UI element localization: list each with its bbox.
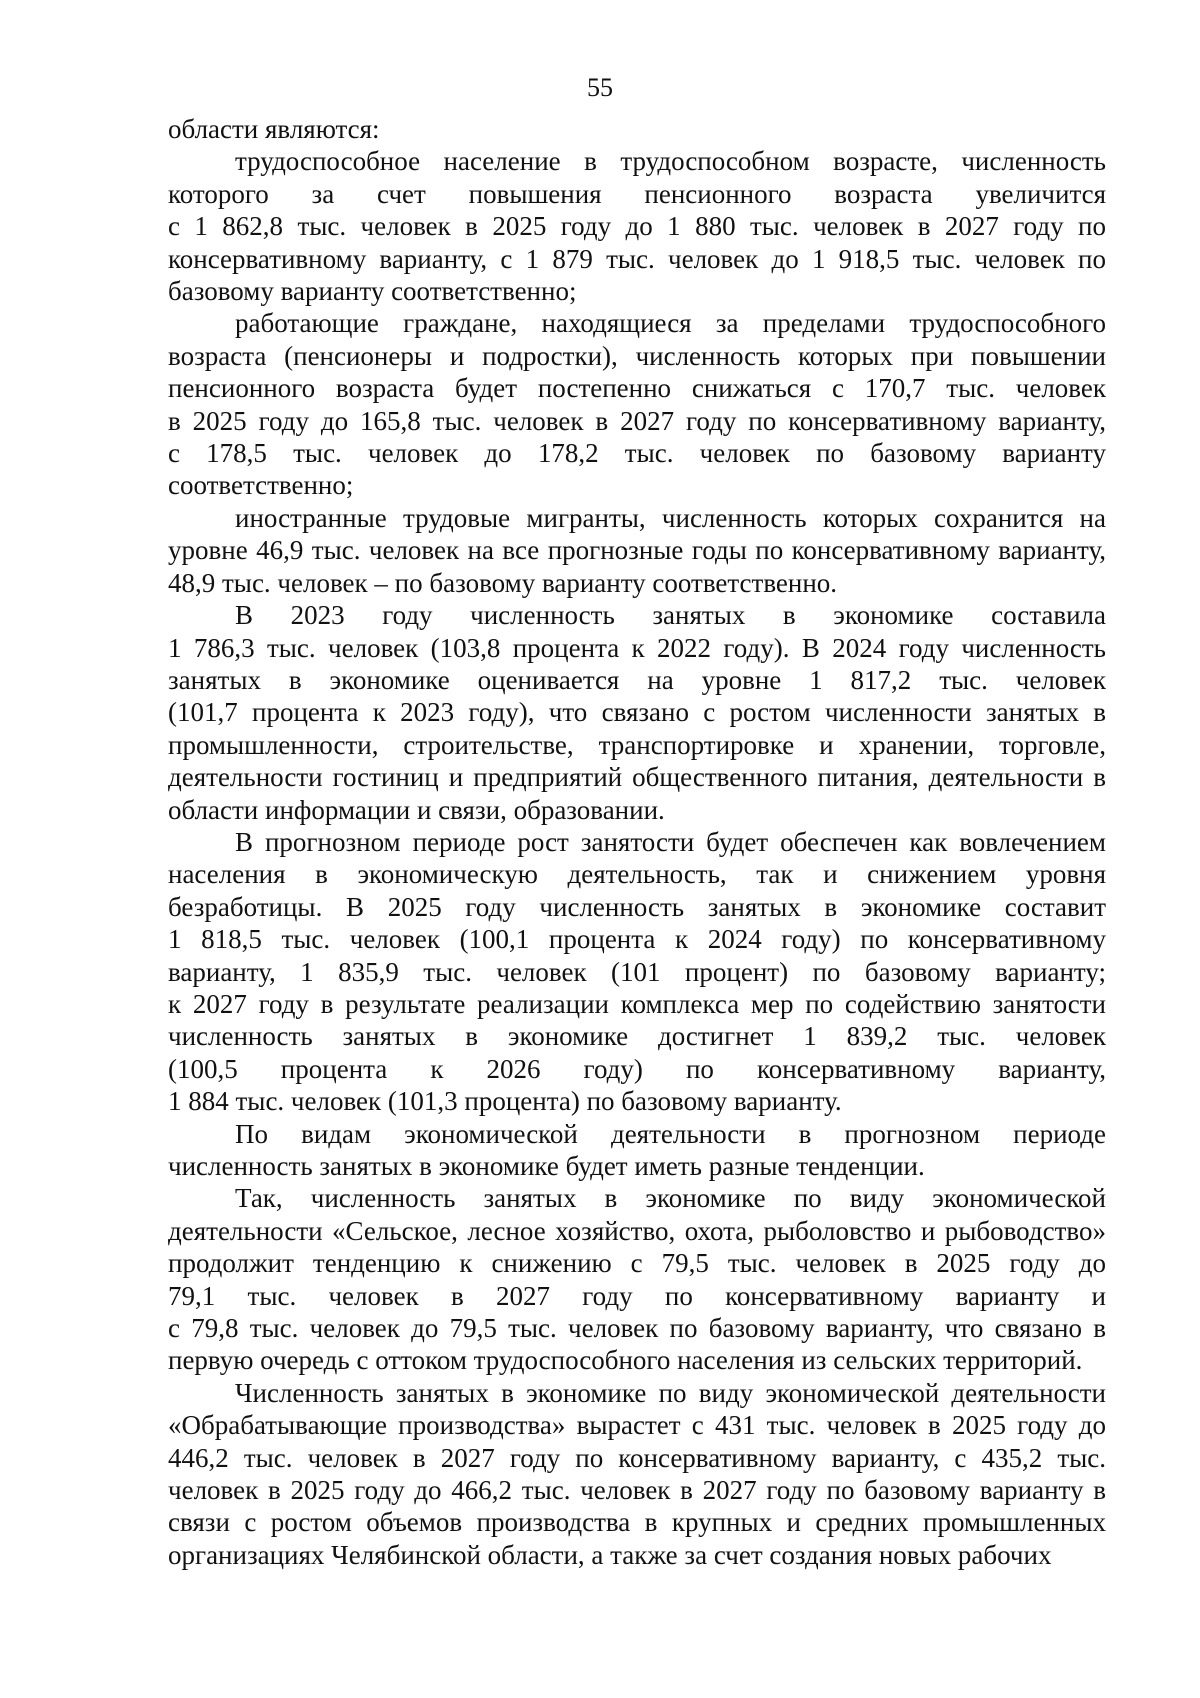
paragraph	[168, 113, 1106, 145]
text-line: занятых в экономике оценивается на уровне 1 817,2 тыс. человек	[168, 664, 1106, 695]
text-line: с 1 862,8 тыс. человек в 2025 году до 1 880 тыс. человек в 2027 году по	[168, 211, 1106, 242]
text-line: 1 818,5 тыс. человек (100,1 процента к 2024 году) по консервативному	[168, 924, 1106, 955]
text-line: человек в 2025 году до 466,2 тыс. человек в 2027 году по базовому варианту в	[168, 1475, 1106, 1506]
paragraph	[168, 145, 1106, 307]
text-line: безработицы. В 2025 году численность занятых в экономике составит	[168, 891, 1106, 922]
text-line: По видам экономической деятельности в прогнозном периоде	[235, 1118, 1106, 1149]
text-line: организациях Челябинской области, а также за счет создания новых рабочих	[168, 1539, 1052, 1570]
text-line: 48,9 тыс. человек – по базовому варианту соответственно.	[168, 567, 838, 598]
text-line: уровне 46,9 тыс. человек на все прогнозные годы по консервативному варианту,	[168, 535, 1106, 566]
text-line: продолжит тенденцию к снижению с 79,5 тыс. человек в 2025 году до	[168, 1248, 1106, 1279]
text-line: 1 786,3 тыс. человек (103,8 процента к 2022 году). В 2024 году численность	[168, 632, 1106, 663]
text-line: трудоспособное население в трудоспособном возрасте, численность	[235, 146, 1106, 177]
text-line: связи с ростом объемов производства в крупных и средних промышленных	[168, 1507, 1106, 1538]
text-line: населения в экономическую деятельность, так и снижением уровня	[168, 859, 1106, 890]
text-line: иностранные трудовые мигранты, численность которых сохранится на	[235, 502, 1106, 533]
text-line: промышленности, строительстве, транспортировке и хранении, торговле,	[168, 729, 1106, 760]
paragraph	[168, 599, 1106, 826]
text-line: «Обрабатывающие производства» вырастет с 431 тыс. человек в 2025 году до	[168, 1410, 1106, 1441]
text-line: (100,5 процента к 2026 году) по консервативному варианту,	[168, 1053, 1106, 1084]
text-line: области являются:	[168, 114, 380, 144]
text-line: численность занятых в экономике достигнет 1 839,2 тыс. человек	[168, 1021, 1106, 1052]
text-line: В прогнозном периоде рост занятости будет обеспечен как вовлечением	[235, 826, 1106, 857]
text-line: области информации и связи, образовании.	[168, 794, 665, 825]
text-line: пенсионного возраста будет постепенно снижаться с 170,7 тыс. человек	[168, 373, 1106, 404]
text-line: к 2027 году в результате реализации комплекса мер по содействию занятости	[168, 988, 1106, 1019]
paragraph	[168, 502, 1106, 599]
page-number: 55	[587, 73, 613, 102]
text-line: (101,7 процента к 2023 году), что связано с ростом численности занятых в	[168, 697, 1106, 728]
document-body	[168, 113, 1106, 1571]
text-line: Численность занятых в экономике по виду экономической деятельности	[235, 1377, 1106, 1408]
text-line: с 79,8 тыс. человек до 79,5 тыс. человек по базовому варианту, что связано в	[168, 1313, 1106, 1344]
text-line: 1 884 тыс. человек (101,3 процента) по базовому варианту.	[168, 1086, 842, 1117]
paragraph	[168, 1377, 1106, 1571]
text-line: 79,1 тыс. человек в 2027 году по консервативному варианту и	[168, 1280, 1106, 1311]
text-line: возраста (пенсионеры и подростки), численность которых при повышении	[168, 340, 1106, 371]
text-line: деятельности «Сельское, лесное хозяйство, охота, рыболовство и рыбоводство»	[168, 1215, 1106, 1246]
text-line: соответственно;	[168, 470, 354, 501]
paragraph	[168, 826, 1106, 1118]
text-line: работающие граждане, находящиеся за пределами трудоспособного	[235, 308, 1106, 339]
text-line: с 178,5 тыс. человек до 178,2 тыс. человек по базовому варианту	[168, 438, 1106, 469]
paragraph	[168, 307, 1106, 501]
paragraph	[168, 1182, 1106, 1376]
text-line: консервативному варианту, с 1 879 тыс. человек до 1 918,5 тыс. человек по	[168, 243, 1106, 274]
text-line: первую очередь с оттоком трудоспособного населения из сельских территорий.	[168, 1345, 1083, 1376]
text-line: В 2023 году численность занятых в экономике составила	[235, 600, 1106, 631]
text-line: варианту, 1 835,9 тыс. человек (101 процент) по базовому варианту;	[168, 956, 1106, 987]
text-line: 446,2 тыс. человек в 2027 году по консервативному варианту, с 435,2 тыс.	[168, 1442, 1106, 1473]
text-line: базовому варианту соответственно;	[168, 276, 577, 307]
text-line: деятельности гостиниц и предприятий общественного питания, деятельности в	[168, 762, 1106, 793]
paragraph	[168, 1118, 1106, 1183]
text-line: численность занятых в экономике будет иметь разные тенденции.	[168, 1151, 925, 1181]
text-line: которого за счет повышения пенсионного возраста увеличится	[168, 178, 1106, 209]
text-line: Так, численность занятых в экономике по виду экономической	[235, 1183, 1106, 1214]
text-line: в 2025 году до 165,8 тыс. человек в 2027 году по консервативному варианту,	[168, 405, 1106, 436]
